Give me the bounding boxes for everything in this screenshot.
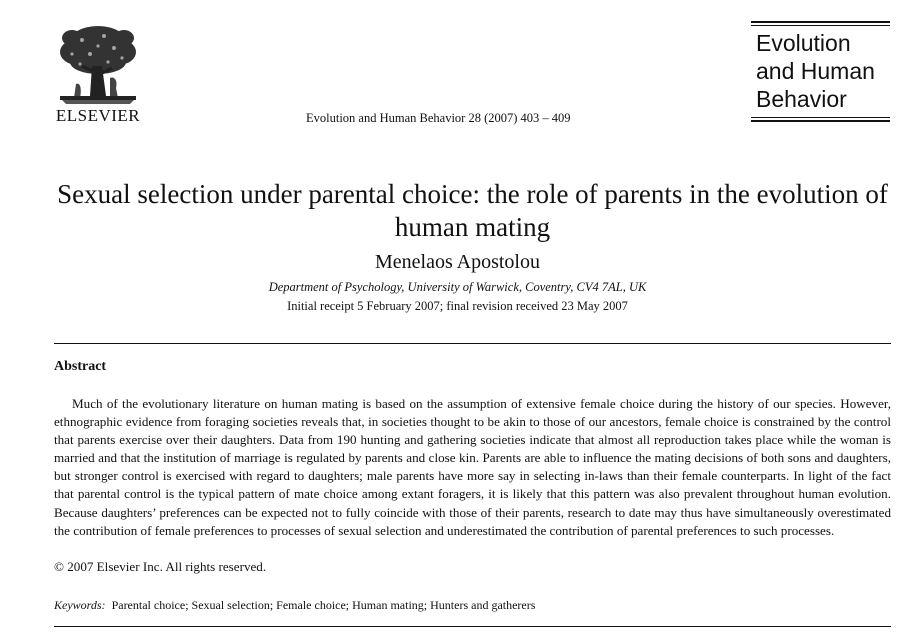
article-author: Menelaos Apostolou: [375, 251, 540, 273]
journal-citation: Evolution and Human Behavior 28 (2007) 403 – 409: [306, 111, 571, 125]
article-title: Sexual selection under parental choice: the role of parents in the evolution of human mating: [57, 179, 888, 242]
publisher-name: ELSEVIER: [55, 106, 141, 125]
author-affiliation: Department of Psychology, University of Warwick, Coventry, CV4 7AL, UK: [268, 280, 647, 294]
receipt-dates: Initial receipt 5 February 2007; final revision received 23 May 2007: [287, 299, 628, 313]
abstract-heading: Abstract: [54, 359, 107, 374]
abstract-body: Much of the evolutionary literature on human mating is based on the assumption of extensive female choice during the history of our species. However, ethnographic evidence from foraging societies reveals that, in societies thought to be akin to those of our ancestors, female choice is constrained by the control that parents exercise over their daughters. Data from 190 hunting and gathering societies indicate that almost all reproduction takes place while the woman is married and that the institution of marriage is regulated by parents and close kin. Parents are able to influence the mating decisions of both sons and daughters, but stronger control is exercised with regard to daughters; male parents have more say in selecting in-laws than their female counterparts. In light of the fact that parental control is the typical pattern of mate choice among extant foragers, it is likely that this pattern was also prevalent throughout human evolution. Because daughters’ preferences can be expected not to fully coincide with those of their parents, research to date may thus have simultaneously overestimated the contribution of female preferences to processes of sexual selection and underestimated the contribution of parental preferences to such processes.: [54, 396, 891, 538]
journal-brand-box: [751, 21, 890, 124]
journal-brand-name: Evolution and Human Behavior: [756, 30, 875, 112]
brand-rule: [751, 25, 890, 26]
copyright-notice: © 2007 Elsevier Inc. All rights reserved.: [54, 559, 267, 574]
publisher-logo: [52, 22, 144, 125]
brand-rule: [751, 21, 890, 23]
section-divider: [54, 343, 891, 344]
section-divider: [54, 626, 891, 627]
brand-rule: [751, 120, 890, 122]
tree-logo-icon: [52, 22, 144, 106]
keywords-label: Keywords:: [54, 598, 106, 612]
keywords-list: Parental choice; Sexual selection; Female choice; Human mating; Hunters and gatherers: [111, 598, 536, 612]
brand-rule: [751, 117, 890, 118]
keywords-line: [54, 598, 535, 613]
